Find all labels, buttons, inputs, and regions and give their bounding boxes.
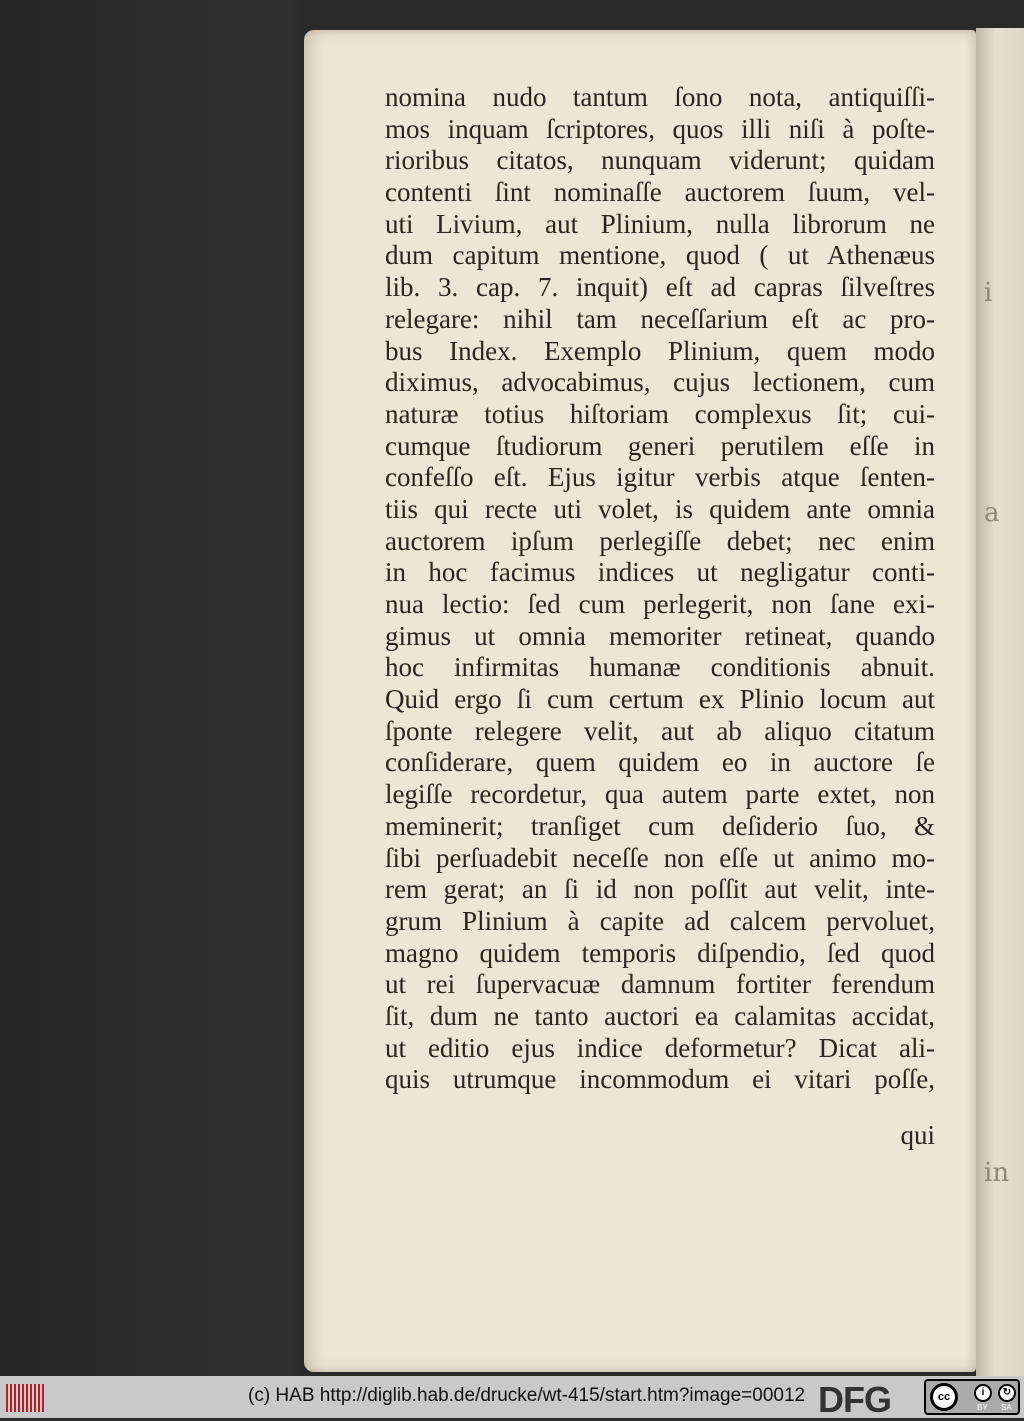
text-line: meminerit; tranſiget cum deſiderio ſuo, &	[385, 810, 935, 841]
text-line: ut editio ejus indice deformetur? Dicat ali-	[385, 1032, 935, 1063]
text-line: grum Plinium à capite ad calcem pervoluet,	[385, 905, 935, 936]
text-line: Quid ergo ſi cum certum ex Plinio locum aut	[385, 684, 935, 715]
text-line: quis utrumque incommodum ei vitari poſſe,	[385, 1064, 935, 1095]
next-page-edge: i a in	[976, 28, 1024, 1376]
copyright-credit: (c) HAB http://diglib.hab.de/drucke/wt-415/start.htm?image=00012	[248, 1385, 806, 1406]
text-line: ſit, dum ne tanto auctori ea calamitas accidat,	[385, 1000, 935, 1031]
cc-icon: cc	[930, 1383, 958, 1411]
text-line: ſponte relegere velit, aut ab aliquo citatum	[385, 715, 935, 746]
page-text	[385, 82, 935, 1096]
text-line: confeſſo eſt. Ejus igitur verbis atque ſenten-	[385, 462, 935, 493]
by-label: BY	[977, 1403, 988, 1412]
text-line: naturæ totius hiſtoriam complexus ſit; cui-	[385, 398, 935, 429]
text-line: gimus ut omnia memoriter retineat, quando	[385, 620, 935, 651]
dfg-logo: DFG	[818, 1379, 891, 1420]
text-line: lib. 3. cap. 7. inquit) eſt ad capras ſilveſtres	[385, 272, 935, 303]
text-line: contenti ſint nominaſſe auctorem ſuum, vel-	[385, 177, 935, 208]
by-icon: i	[974, 1384, 992, 1402]
text-line: magno quidem temporis diſpendio, ſed quod	[385, 937, 935, 968]
sa-icon: ↻	[998, 1384, 1016, 1402]
sa-label: SA	[1001, 1403, 1012, 1412]
text-line: cumque ſtudiorum generi perutilem eſſe in	[385, 430, 935, 461]
cc-license-badge[interactable]	[924, 1379, 1020, 1415]
text-line: mos inquam ſcriptores, quos illi niſi à poſte-	[385, 113, 935, 144]
text-line: ut rei ſupervacuæ damnum fortiter ferendum	[385, 969, 935, 1000]
text-line: tiis qui recte uti volet, is quidem ante omnia	[385, 493, 935, 524]
text-line: nua lectio: ſed cum perlegerit, non ſane exi-	[385, 589, 935, 619]
catchword: qui	[900, 1120, 935, 1150]
text-line: in hoc facimus indices ut negligatur conti-	[385, 557, 935, 588]
text-line: conſiderare, quem quidem eo in auctore ſe	[385, 747, 935, 778]
text-line: rem gerat; an ſi id non poſſit aut velit, inte-	[385, 874, 935, 905]
text-line: auctorem ipſum perlegiſſe debet; nec enim	[385, 525, 935, 556]
text-line: nomina nudo tantum ſono nota, antiquiſſi-	[385, 82, 935, 112]
text-line: relegare: nihil tam neceſſarium eſt ac pro-	[385, 303, 935, 334]
text-line: ſibi perſuadebit neceſſe non eſſe ut animo mo-	[385, 842, 935, 873]
hab-logo-icon	[6, 1384, 46, 1412]
footer-bar	[0, 1376, 1024, 1418]
text-line: dum capitum mentione, quod ( ut Athenæus	[385, 240, 935, 271]
text-line: diximus, advocabimus, cujus lectionem, cum	[385, 367, 935, 398]
text-line: hoc infirmitas humanæ conditionis abnuit.	[385, 652, 935, 683]
text-line: rioribus citatos, nunquam viderunt; quidam	[385, 145, 935, 176]
text-line: uti Livium, aut Plinium, nulla librorum ne	[385, 208, 935, 239]
text-line: bus Index. Exemplo Plinium, quem modo	[385, 335, 935, 366]
text-line: legiſſe recordetur, qua autem parte extet, non	[385, 779, 935, 810]
